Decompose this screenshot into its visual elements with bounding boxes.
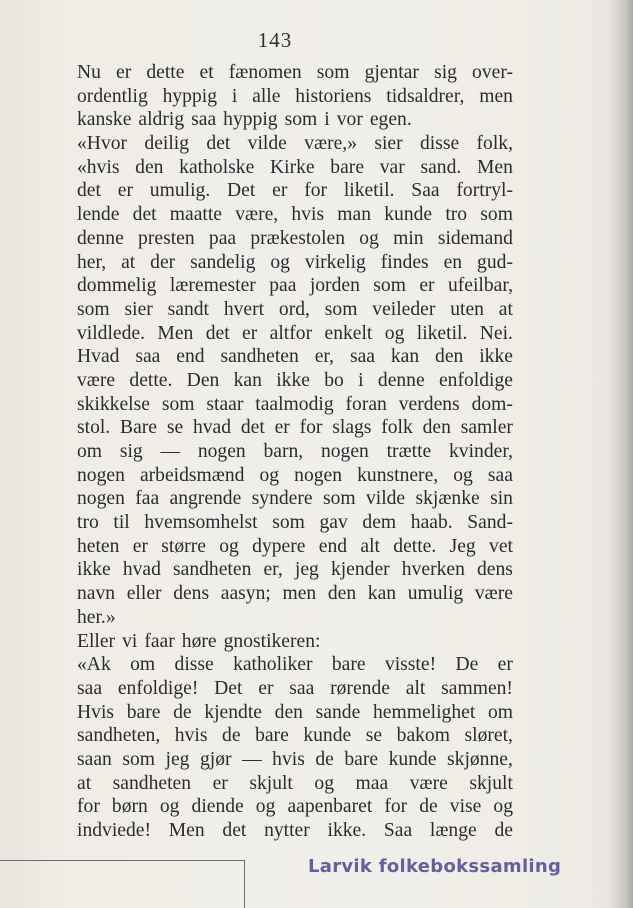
- text-line: kanske aldrig saa hyppig som i vor egen.: [77, 109, 412, 131]
- text-line: være dette. Den kan ikke bo i denne enfoldige: [77, 369, 513, 391]
- text-line: indviede! Men det nytter ikke. Saa længe de: [77, 820, 513, 841]
- page-number: 143: [257, 28, 293, 52]
- page-edge-shadow: [611, 0, 633, 908]
- text-line: Hvis bare de kjendte den sande hemmelighet om: [77, 701, 513, 723]
- text-line: sandheten, hvis de bare kunde se bakom sløret,: [77, 725, 513, 747]
- text-line: nogen faa angrende syndere som vilde skjænke sin: [77, 488, 513, 510]
- text-line: navn eller dens aasyn; men den kan umulig være: [77, 583, 513, 605]
- text-line: som sier sandt hvert ord, som veileder uten at: [77, 298, 513, 320]
- text-line: vildlede. Men det er altfor enkelt og liketil. Nei.: [77, 322, 513, 344]
- text-line: dommelig læremester paa jorden som er ufeilbar,: [77, 275, 513, 297]
- text-line: «Ak om disse katholiker bare visste! De er: [77, 654, 513, 676]
- text-line: her.»: [77, 606, 116, 628]
- text-line: her, at der sandelig og virkelig findes en gud-: [77, 251, 513, 273]
- body-text: [77, 61, 513, 843]
- text-line: om sig — nogen barn, nogen trætte kvinder,: [77, 441, 513, 462]
- library-stamp: Larvik folkebokssamling: [308, 856, 562, 877]
- text-line: skikkelse som staar taalmodig foran verdens dom-: [77, 393, 513, 415]
- text-line: at sandheten er skjult og maa være skjult: [77, 772, 513, 794]
- text-line: Eller vi faar høre gnostikeren:: [77, 630, 321, 652]
- text-line: det er umulig. Det er for liketil. Saa fortryl-: [77, 180, 513, 202]
- text-line: stol. Bare se hvad det er for slags folk den samler: [77, 417, 513, 439]
- text-line: saa enfoldige! Det er saa rørende alt sammen!: [77, 677, 513, 699]
- text-line: tro til hvemsomhelst som gav dem haab. Sand-: [77, 512, 513, 534]
- text-line: «Hvor deilig det vilde være,» sier disse folk,: [77, 133, 513, 155]
- text-line: nogen arbeidsmænd og nogen kunstnere, og saa: [77, 464, 513, 486]
- text-line: ordentlig hyppig i alle historiens tidsaldrer, men: [77, 85, 513, 107]
- text-line: denne presten paa prækestolen og min sidemand: [77, 227, 513, 249]
- text-line: Nu er dette et fænomen som gjentar sig over-: [77, 62, 513, 83]
- text-line: heten er større og dypere end alt dette. Jeg vet: [77, 535, 513, 557]
- text-line: ikke hvad sandheten er, jeg kjender hverken dens: [77, 559, 513, 581]
- text-line: for børn og diende og aapenbaret for de vise og: [77, 796, 513, 818]
- text-line: Hvad saa end sandheten er, saa kan den ikke: [77, 346, 513, 368]
- text-line: saan som jeg gjør — hvis de bare kunde skjønne,: [77, 748, 513, 770]
- text-line: lende det maatte være, hvis man kunde tro som: [77, 204, 513, 226]
- text-line: «hvis den katholske Kirke bare var sand. Men: [77, 156, 513, 178]
- bottom-frame-line: [0, 860, 245, 908]
